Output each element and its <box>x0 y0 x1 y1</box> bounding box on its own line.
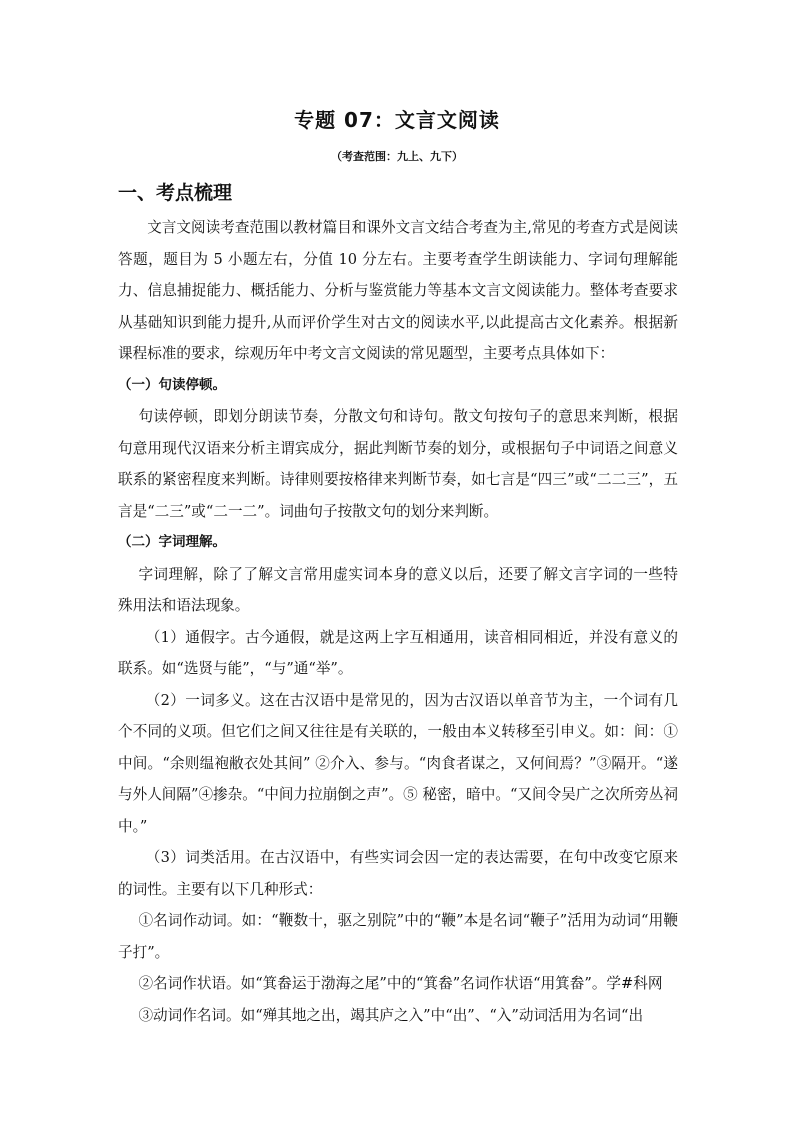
list-subitem-noun-adverbial: ②名词作状语。如“箕畚运于渤海之尾”中的“箕畚”名词作状语“用箕畚”。学#科网 <box>138 975 663 992</box>
subsection-heading-2: （二）字词理解。 <box>118 534 226 550</box>
list-subitem-verb-noun: ③动词作名词。如“殚其地之出，竭其庐之入”中“出”、“入”动词活用为名词“出 <box>138 1006 644 1024</box>
body-text <box>118 212 678 1031</box>
paragraph-word-understanding: 字词理解，除了了解文言常用虚实词本身的意义以后，还要了解文言字词的一些特殊用法和语法现象。 <box>118 565 678 614</box>
list-item-polysemy: （2）一词多义。这在古汉语中是常见的，因为古汉语以单音节为主，一个词有几个不同的义项。但它们之间又往往是有关联的，一般由本义转移至引申义。如：间：①中间。“余则缊袍敝衣处其间” ②介入、参与。“肉食者谋之，又何间焉？”③隔开。“遂与外人间隔”④掺杂。“中间力拉崩倒之声”。⑤ 秘密，暗中。“又间令吴广之次所旁丛祠中。” <box>118 691 678 835</box>
page-subtitle: （考查范围：九上、九下） <box>331 150 463 163</box>
intro-paragraph: 文言文阅读考查范围以教材篇目和课外文言文结合考查为主,常见的考查方式是阅读答题，题目为 5 小题左右，分值 10 分左右。主要考查学生朗读能力、字词句理解能力、信息捕捉能力、概括能力、分析与鉴赏能力等基本文言文阅读能力。整体考查要求从基础知识到能力提升,从而评价学生对古文的阅读水平,以此提高古文化素养。根据新课程标准的要求，综观历年中考文言文阅读的常见题型，主要考点具体如下： <box>118 219 678 362</box>
subsection-heading-1: （一）句读停顿。 <box>118 376 226 393</box>
list-item-tongjiazi: （1）通假字。古今通假，就是这两上字互相通用，读音相同相近，并没有意义的联系。如“选贤与能”，“与”通“举”。 <box>118 628 678 677</box>
paragraph-sentence-pause: 句读停顿，即划分朗读节奏，分散文句和诗句。散文句按句子的意思来判断，根据句意用现代汉语来分析主谓宾成分，据此判断节奏的划分，或根据句子中词语之间意义联系的紧密程度来判断。诗律则要按格律来判断节奏，如七言是“四三”或“二二三”，五言是“二三”或“二一二”。词曲句子按散文句的划分来判断。 <box>118 408 678 520</box>
list-subitem-noun-verb: ①名词作动词。如：“鞭数十，驱之别院”中的“鞭”本是名词“鞭子”活用为动词“用鞭子打”。 <box>118 912 678 961</box>
section-heading: 一、考点梳理 <box>118 182 233 204</box>
page-title: 专题 07：文言文阅读 <box>294 108 500 132</box>
list-item-word-class: （3）词类活用。在古汉语中，有些实词会因一定的表达需要，在句中改变它原来的词性。主要有以下几种形式： <box>118 849 678 898</box>
